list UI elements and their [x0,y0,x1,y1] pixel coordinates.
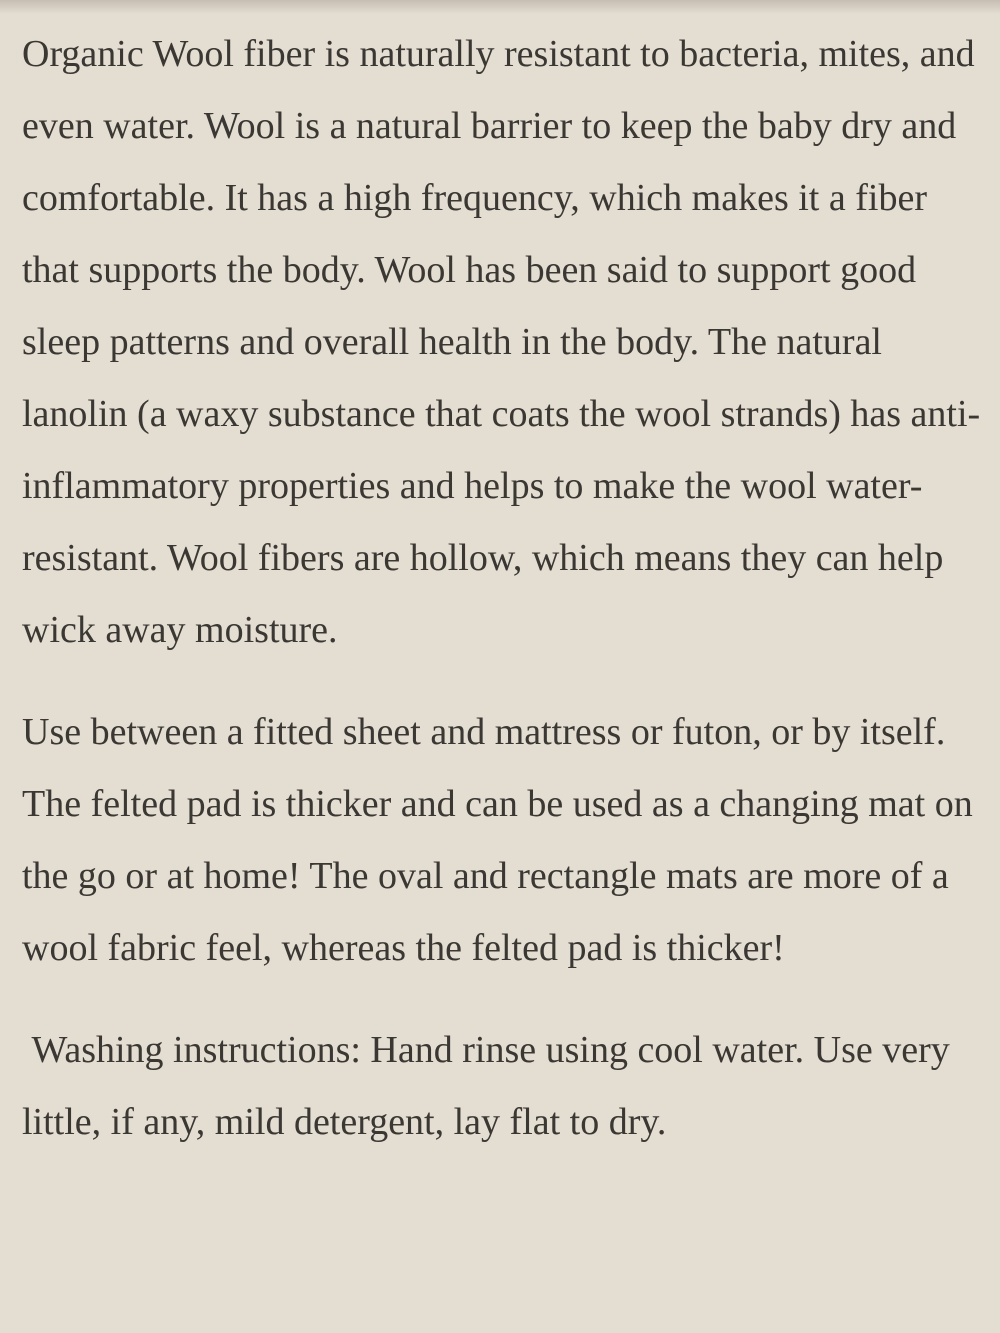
description-paragraph-wool-properties: Organic Wool fiber is naturally resistant to bacteria, mites, and even water. Wool is a natural barrier to keep the baby dry and comfortable. It has a high frequency, which makes it a fiber that supports the body. Wool has been said to support good sleep patterns and overall health in the body. The natural lanolin (a waxy substance that coats the wool strands) has anti-inflammatory properties and helps to make the wool water-resistant. Wool fibers are hollow, which means they can help wick away moisture. [22,33,985,651]
description-paragraph-usage: Use between a fitted sheet and mattress or futon, or by itself. The felted pad is thicker and can be used as a changing mat on the go or at home! The oval and rectangle mats are more of a wool fabric feel, whereas the felted pad is thicker! [22,711,983,969]
description-paragraph-washing-instructions: Washing instructions: Hand rinse using cool water. Use very little, if any, mild detergent, lay flat to dry. [22,1029,960,1143]
top-edge-shadow [0,0,1000,14]
product-description [22,18,992,1158]
